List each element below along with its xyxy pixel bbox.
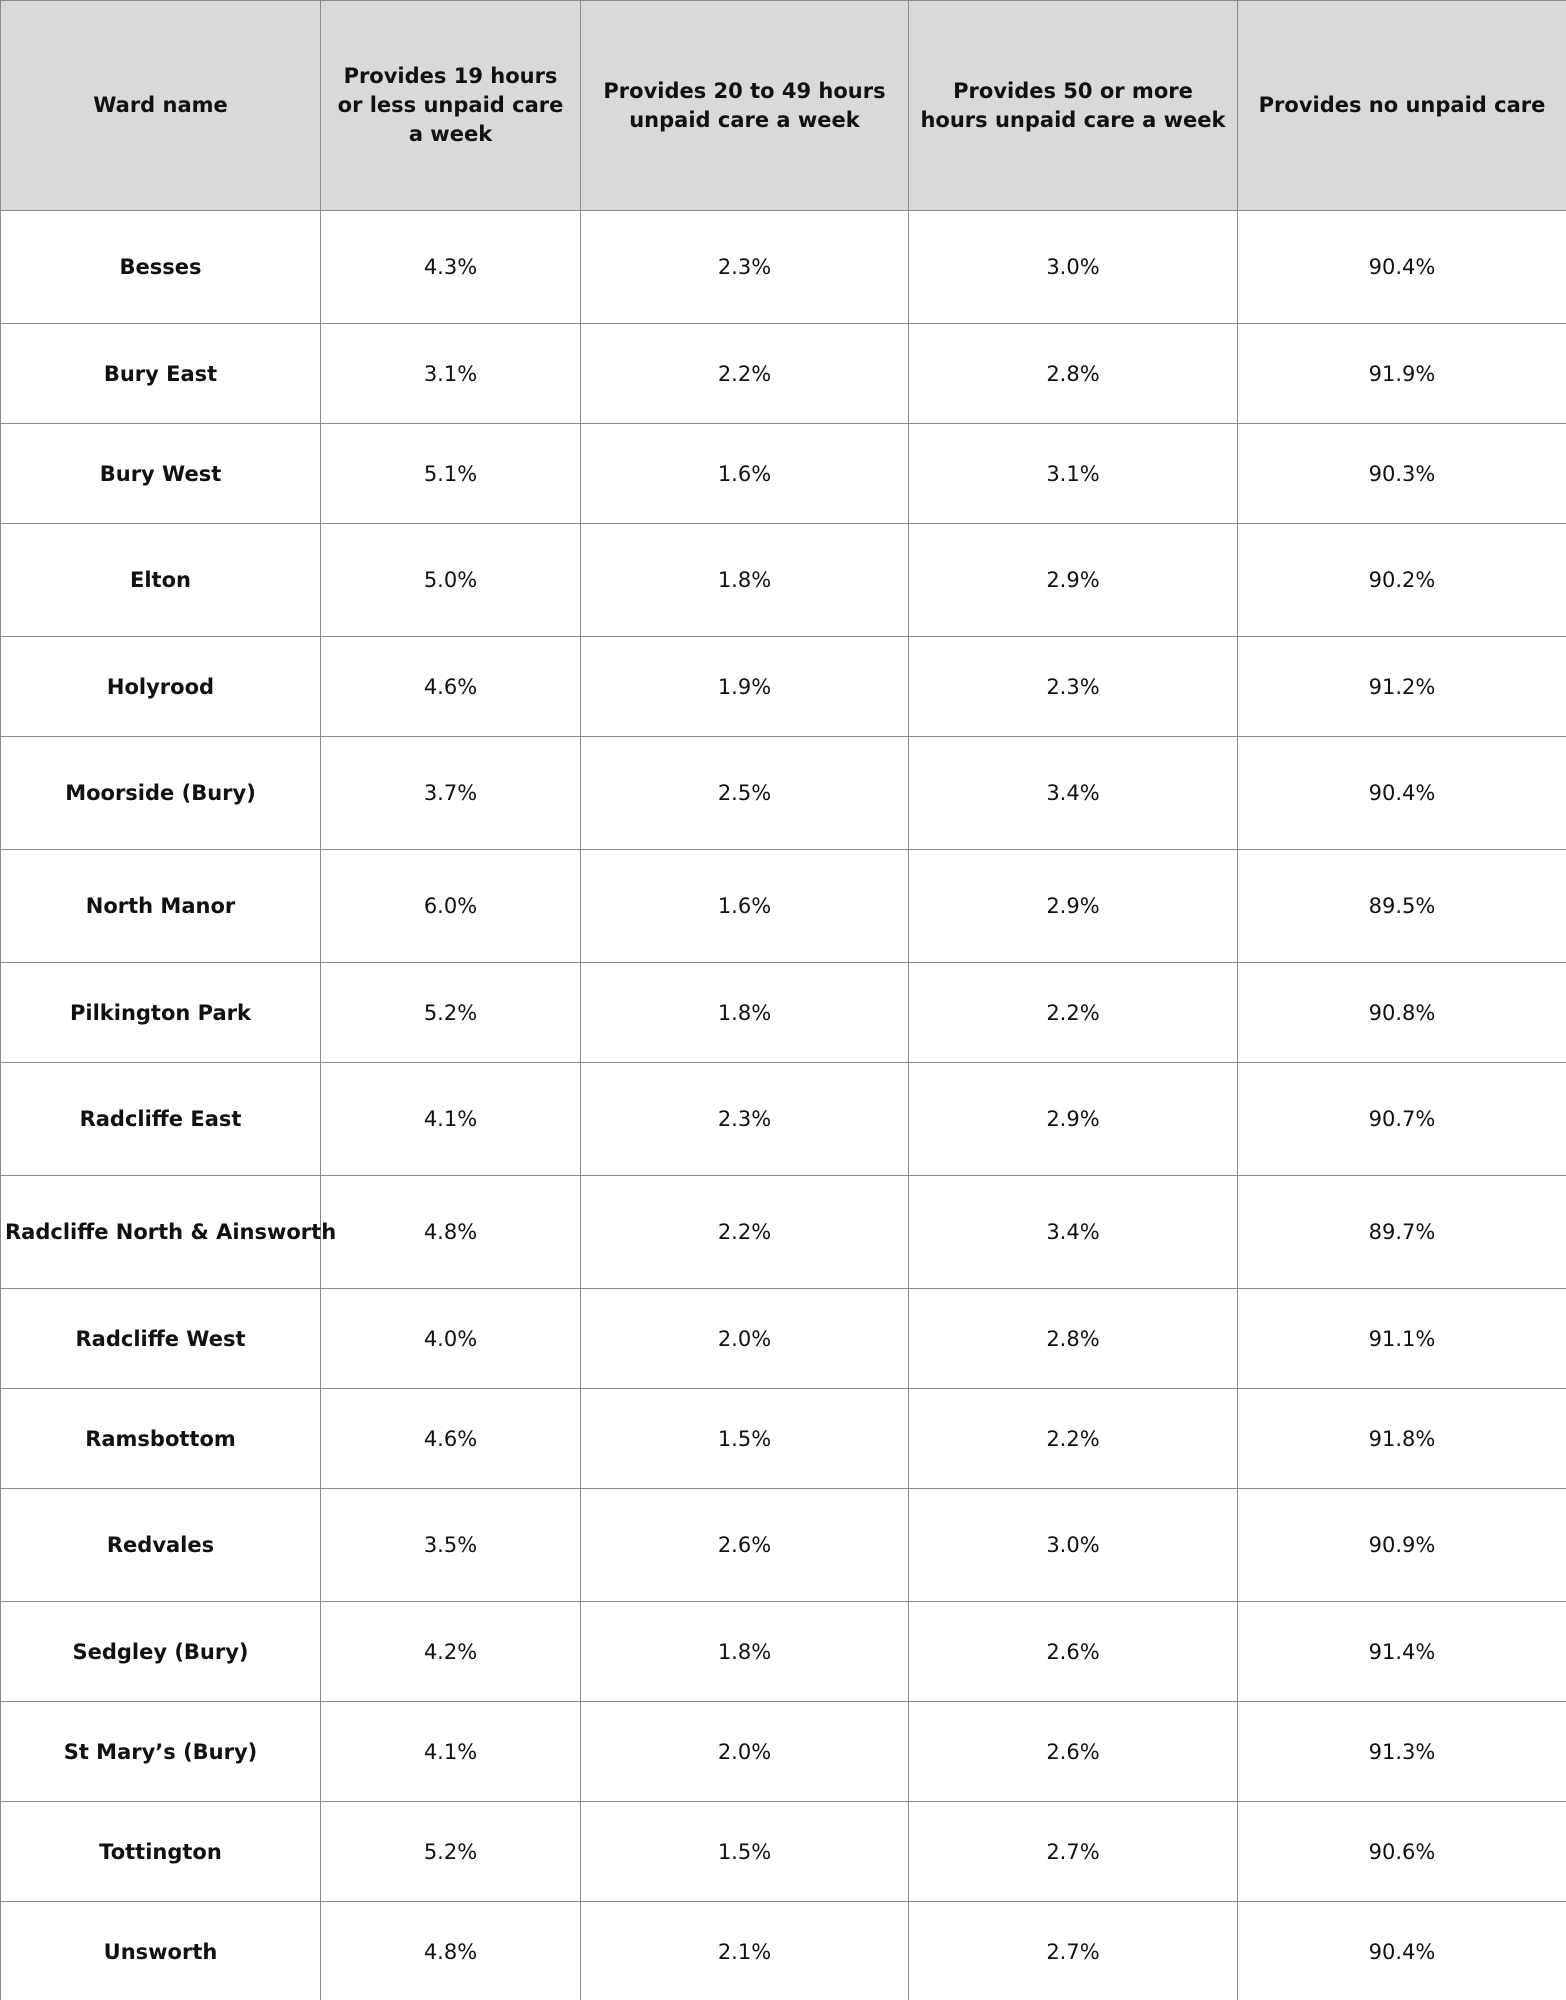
ward-name-cell: Bury East [1,324,321,424]
cell-20-to-49-hours: 2.6% [581,1489,909,1602]
header-19-hours-or-less: Provides 19 hours or less unpaid care a week [321,1,581,211]
header-ward-name: Ward name [1,1,321,211]
table-row [1,1902,1566,2000]
ward-name-cell: Ramsbottom [1,1389,321,1489]
ward-name-cell: Sedgley (Bury) [1,1602,321,1702]
ward-name-cell: Besses [1,211,321,324]
ward-name-cell: Elton [1,524,321,637]
cell-50-or-more-hours: 2.9% [909,1063,1238,1176]
ward-name-cell: Pilkington Park [1,963,321,1063]
cell-50-or-more-hours: 2.7% [909,1902,1238,2000]
cell-no-unpaid-care: 90.4% [1238,211,1566,324]
header-20-to-49-hours: Provides 20 to 49 hours unpaid care a week [581,1,909,211]
table-row [1,211,1566,324]
table-row [1,1602,1566,1702]
cell-no-unpaid-care: 90.3% [1238,424,1566,524]
cell-50-or-more-hours: 3.1% [909,424,1238,524]
cell-no-unpaid-care: 91.3% [1238,1702,1566,1802]
cell-20-to-49-hours: 2.2% [581,1176,909,1289]
cell-50-or-more-hours: 2.3% [909,637,1238,737]
cell-19-hours-or-less: 4.0% [321,1289,581,1389]
cell-19-hours-or-less: 4.3% [321,211,581,324]
table-row [1,1489,1566,1602]
cell-19-hours-or-less: 5.2% [321,1802,581,1902]
table-row [1,963,1566,1063]
ward-name-cell: Unsworth [1,1902,321,2000]
cell-19-hours-or-less: 5.0% [321,524,581,637]
table-row [1,424,1566,524]
ward-name-cell: St Mary’s (Bury) [1,1702,321,1802]
cell-19-hours-or-less: 4.8% [321,1902,581,2000]
table-row [1,737,1566,850]
ward-name-cell: North Manor [1,850,321,963]
cell-50-or-more-hours: 2.8% [909,1289,1238,1389]
cell-20-to-49-hours: 1.8% [581,963,909,1063]
ward-name-cell: Moorside (Bury) [1,737,321,850]
cell-no-unpaid-care: 91.9% [1238,324,1566,424]
table-row [1,1389,1566,1489]
cell-19-hours-or-less: 4.6% [321,637,581,737]
cell-20-to-49-hours: 2.5% [581,737,909,850]
cell-19-hours-or-less: 3.1% [321,324,581,424]
cell-no-unpaid-care: 90.4% [1238,737,1566,850]
cell-19-hours-or-less: 6.0% [321,850,581,963]
cell-50-or-more-hours: 3.4% [909,737,1238,850]
cell-19-hours-or-less: 4.6% [321,1389,581,1489]
cell-19-hours-or-less: 4.1% [321,1702,581,1802]
header-no-unpaid-care: Provides no unpaid care [1238,1,1566,211]
ward-name-cell: Bury West [1,424,321,524]
cell-19-hours-or-less: 5.2% [321,963,581,1063]
cell-20-to-49-hours: 2.1% [581,1902,909,2000]
table-row [1,1289,1566,1389]
table-row [1,1176,1566,1289]
cell-no-unpaid-care: 90.4% [1238,1902,1566,2000]
cell-no-unpaid-care: 90.2% [1238,524,1566,637]
cell-no-unpaid-care: 91.1% [1238,1289,1566,1389]
cell-20-to-49-hours: 2.0% [581,1289,909,1389]
cell-19-hours-or-less: 4.1% [321,1063,581,1176]
cell-20-to-49-hours: 1.6% [581,850,909,963]
ward-name-cell: Tottington [1,1802,321,1902]
table-row [1,1063,1566,1176]
cell-20-to-49-hours: 1.6% [581,424,909,524]
cell-20-to-49-hours: 1.5% [581,1389,909,1489]
cell-no-unpaid-care: 91.2% [1238,637,1566,737]
header-row [1,1,1566,211]
table-header [1,1,1566,211]
cell-50-or-more-hours: 3.0% [909,211,1238,324]
ward-name-cell: Holyrood [1,637,321,737]
cell-50-or-more-hours: 3.0% [909,1489,1238,1602]
cell-no-unpaid-care: 90.7% [1238,1063,1566,1176]
cell-no-unpaid-care: 89.7% [1238,1176,1566,1289]
cell-50-or-more-hours: 2.6% [909,1602,1238,1702]
cell-20-to-49-hours: 1.8% [581,1602,909,1702]
cell-50-or-more-hours: 3.4% [909,1176,1238,1289]
cell-20-to-49-hours: 2.0% [581,1702,909,1802]
cell-no-unpaid-care: 91.4% [1238,1602,1566,1702]
cell-no-unpaid-care: 91.8% [1238,1389,1566,1489]
cell-20-to-49-hours: 1.8% [581,524,909,637]
cell-20-to-49-hours: 2.2% [581,324,909,424]
cell-20-to-49-hours: 2.3% [581,211,909,324]
cell-50-or-more-hours: 2.9% [909,524,1238,637]
cell-50-or-more-hours: 2.8% [909,324,1238,424]
ward-name-cell: Radcliffe East [1,1063,321,1176]
cell-50-or-more-hours: 2.7% [909,1802,1238,1902]
cell-no-unpaid-care: 89.5% [1238,850,1566,963]
ward-name-cell: Redvales [1,1489,321,1602]
table-body [1,211,1566,2000]
cell-no-unpaid-care: 90.9% [1238,1489,1566,1602]
header-50-or-more-hours: Provides 50 or more hours unpaid care a week [909,1,1238,211]
table-row [1,524,1566,637]
cell-50-or-more-hours: 2.6% [909,1702,1238,1802]
cell-20-to-49-hours: 1.9% [581,637,909,737]
cell-19-hours-or-less: 4.2% [321,1602,581,1702]
cell-20-to-49-hours: 2.3% [581,1063,909,1176]
cell-19-hours-or-less: 4.8% [321,1176,581,1289]
cell-19-hours-or-less: 3.5% [321,1489,581,1602]
cell-50-or-more-hours: 2.9% [909,850,1238,963]
cell-no-unpaid-care: 90.6% [1238,1802,1566,1902]
ward-name-cell: Radcliffe North & Ainsworth [1,1176,321,1289]
cell-50-or-more-hours: 2.2% [909,1389,1238,1489]
table-row [1,637,1566,737]
cell-50-or-more-hours: 2.2% [909,963,1238,1063]
table-row [1,1702,1566,1802]
table-row [1,324,1566,424]
ward-name-cell: Radcliffe West [1,1289,321,1389]
cell-19-hours-or-less: 3.7% [321,737,581,850]
table-row [1,1802,1566,1902]
cell-no-unpaid-care: 90.8% [1238,963,1566,1063]
cell-19-hours-or-less: 5.1% [321,424,581,524]
table-row [1,850,1566,963]
cell-20-to-49-hours: 1.5% [581,1802,909,1902]
